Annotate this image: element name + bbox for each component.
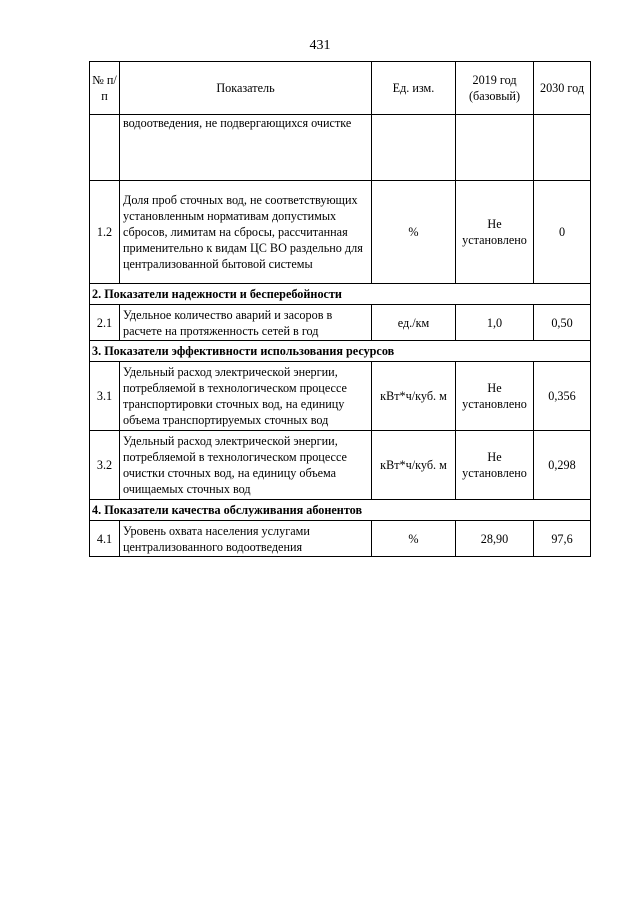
indicators-table bbox=[89, 61, 591, 557]
section-row bbox=[90, 284, 591, 305]
row-num: 2.1 bbox=[90, 305, 120, 341]
table-row bbox=[90, 181, 591, 284]
row-base: Не установлено bbox=[456, 431, 534, 500]
row-unit: ед./км bbox=[372, 305, 456, 341]
row-unit: % bbox=[372, 521, 456, 557]
row-target: 97,6 bbox=[534, 521, 591, 557]
row-base: Не установлено bbox=[456, 362, 534, 431]
row-num: 1.2 bbox=[90, 181, 120, 284]
header-target: 2030 год bbox=[534, 62, 591, 115]
table-row bbox=[90, 115, 591, 181]
row-name: Удельный расход электрической энергии, потребляемой в технологическом процессе транспортировки сточных вод, на единицу объема транспортируемых сточных вод bbox=[120, 362, 372, 431]
section-row bbox=[90, 341, 591, 362]
row-unit bbox=[372, 115, 456, 181]
row-target: 0 bbox=[534, 181, 591, 284]
row-num: 3.1 bbox=[90, 362, 120, 431]
table-row bbox=[90, 362, 591, 431]
row-target: 0,50 bbox=[534, 305, 591, 341]
row-unit: % bbox=[372, 181, 456, 284]
row-base: 1,0 bbox=[456, 305, 534, 341]
table-header-row bbox=[90, 62, 591, 115]
row-num: 3.2 bbox=[90, 431, 120, 500]
table-row bbox=[90, 431, 591, 500]
row-base: Не установлено bbox=[456, 181, 534, 284]
row-name: водоотведения, не подвергающихся очистке bbox=[120, 115, 372, 181]
header-num: № п/п bbox=[90, 62, 120, 115]
row-base: 28,90 bbox=[456, 521, 534, 557]
section-title: 2. Показатели надежности и бесперебойности bbox=[90, 284, 591, 305]
row-name: Уровень охвата населения услугами централизованного водоотведения bbox=[120, 521, 372, 557]
table-row bbox=[90, 305, 591, 341]
row-target bbox=[534, 115, 591, 181]
row-num: 4.1 bbox=[90, 521, 120, 557]
page-number: 431 bbox=[309, 38, 331, 53]
row-base bbox=[456, 115, 534, 181]
header-base: 2019 год (базовый) bbox=[456, 62, 534, 115]
section-title: 4. Показатели качества обслуживания абонентов bbox=[90, 500, 591, 521]
header-unit: Ед. изм. bbox=[372, 62, 456, 115]
header-name: Показатель bbox=[120, 62, 372, 115]
row-unit: кВт*ч/куб. м bbox=[372, 431, 456, 500]
row-name: Удельный расход электрической энергии, потребляемой в технологическом процессе очистки сточных вод, на единицу объема очищаемых сточных вод bbox=[120, 431, 372, 500]
row-target: 0,298 bbox=[534, 431, 591, 500]
section-row bbox=[90, 500, 591, 521]
row-target: 0,356 bbox=[534, 362, 591, 431]
row-num bbox=[90, 115, 120, 181]
row-name: Доля проб сточных вод, не соответствующих установленным нормативам допустимых сбросов, лимитам на сбросы, рассчитанная применительно к видам ЦС ВО раздельно для централизованной бытовой системы bbox=[120, 181, 372, 284]
row-name: Удельное количество аварий и засоров в расчете на протяженность сетей в год bbox=[120, 305, 372, 341]
section-title: 3. Показатели эффективности использования ресурсов bbox=[90, 341, 591, 362]
row-unit: кВт*ч/куб. м bbox=[372, 362, 456, 431]
table-row bbox=[90, 521, 591, 557]
